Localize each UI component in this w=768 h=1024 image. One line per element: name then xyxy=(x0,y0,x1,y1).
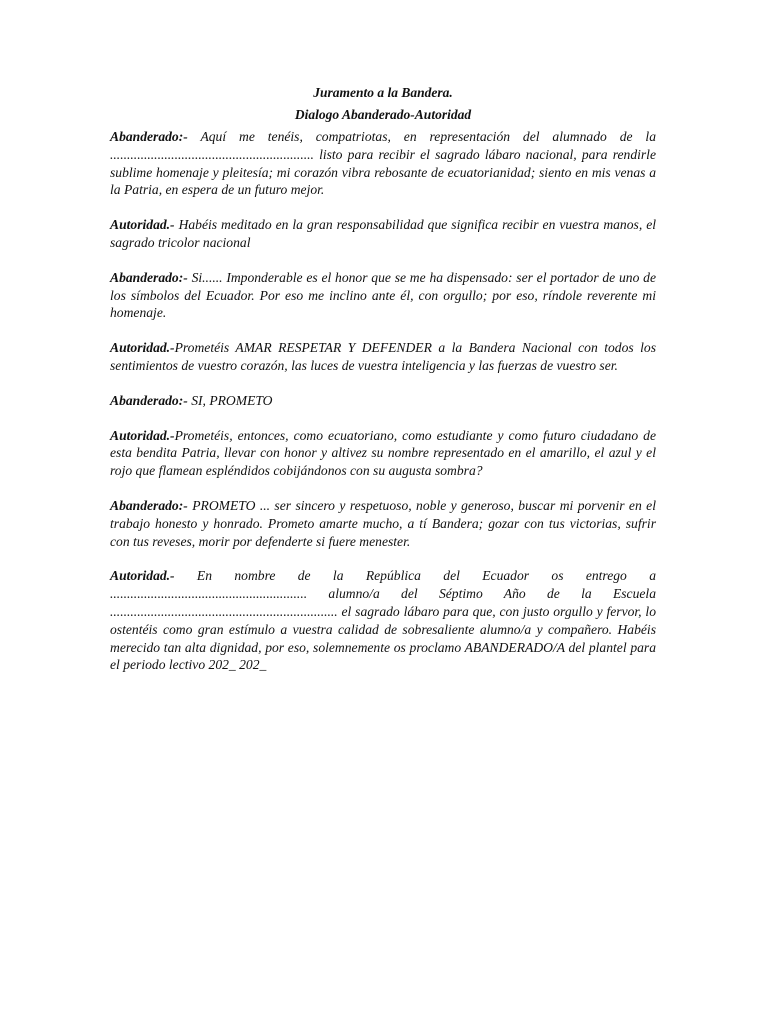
dialogue-paragraph xyxy=(110,128,656,199)
dialogue-text: Prometéis AMAR RESPETAR Y DEFENDER a la Bandera Nacional con todos los sentimientos de vuestro corazón, las luces de vuestra inteligencia y las fuerzas de vuestro ser. xyxy=(110,340,656,373)
dialogue-paragraph xyxy=(110,216,656,252)
document-title: Juramento a la Bandera. xyxy=(313,85,453,100)
speaker-label: Abanderado:- xyxy=(110,269,188,285)
dialogue-paragraph xyxy=(110,269,656,322)
dialogue-text: Si...... Imponderable es el honor que se me ha dispensado: ser el portador de uno de los símbolos del Ecuador. Por eso me inclino ante él, con orgullo; por eso, ríndole reverente mi homenaje. xyxy=(110,269,656,321)
dialogue-text: SI, PROMETO xyxy=(187,392,273,408)
speaker-label: Autoridad.- xyxy=(110,427,175,443)
speaker-label: Abanderado:- xyxy=(110,129,188,144)
document-subtitle: Dialogo Abanderado-Autoridad xyxy=(294,107,472,122)
dialogue-text: Aquí me tenéis, compatriotas, en representación del alumnado de la ............................................................ listo para recibir el sagrado lábaro nacional, para rendirle sublime homenaje y pleitesía; mi corazón vibra rebosante de ecuatorianidad; siento en mis venas a la Patria, en espera de un futuro mejor. xyxy=(110,129,656,198)
speaker-label: Abanderado:- xyxy=(110,497,188,513)
dialogue-text: En nombre de la República del Ecuador os entrego a .......................................................... alumno/a del Séptimo Año de la Escuela ................................................................... el sagrado lábaro para que, con justo orgullo y fervor, lo ostentéis como gran estímulo a vuestra calidad de sobresaliente alumno/a y compañero. Habéis merecido tan alta dignidad, por eso, solemnemente os proclamo ABANDERADO/A del plantel para el periodo lectivo 202_ 202_ xyxy=(110,568,656,673)
dialogue-text: Prometéis, entonces, como ecuatoriano, como estudiante y como futuro ciudadano de esta bendita Patria, llevar con honor y altivez su nombre representado en el amarillo, el azul y el rojo que flamean espléndidos cobijándonos con su augusta sombra? xyxy=(110,427,656,479)
dialogue-paragraph xyxy=(110,567,656,674)
dialogue-paragraph xyxy=(110,339,656,375)
dialogue-text: PROMETO ... ser sincero y respetuoso, noble y generoso, buscar mi porvenir en el trabajo honesto y honrado. Prometo amarte mucho, a tí Bandera; gozar con tus victorias, sufrir con tus reveses, morir por defenderte si fuere menester. xyxy=(110,497,656,549)
speaker-label: Abanderado:- xyxy=(110,392,188,408)
speaker-label: Autoridad.- xyxy=(110,217,175,233)
document-page xyxy=(110,84,656,691)
speaker-label: Autoridad.- xyxy=(110,568,175,584)
dialogue-paragraph xyxy=(110,427,656,480)
dialogue-text: Habéis meditado en la gran responsabilidad que significa recibir en vuestra manos, el sagrado tricolor nacional xyxy=(110,217,656,250)
speaker-label: Autoridad.- xyxy=(110,340,175,356)
dialogue-paragraph xyxy=(110,497,656,550)
dialogue-paragraph xyxy=(110,392,656,410)
